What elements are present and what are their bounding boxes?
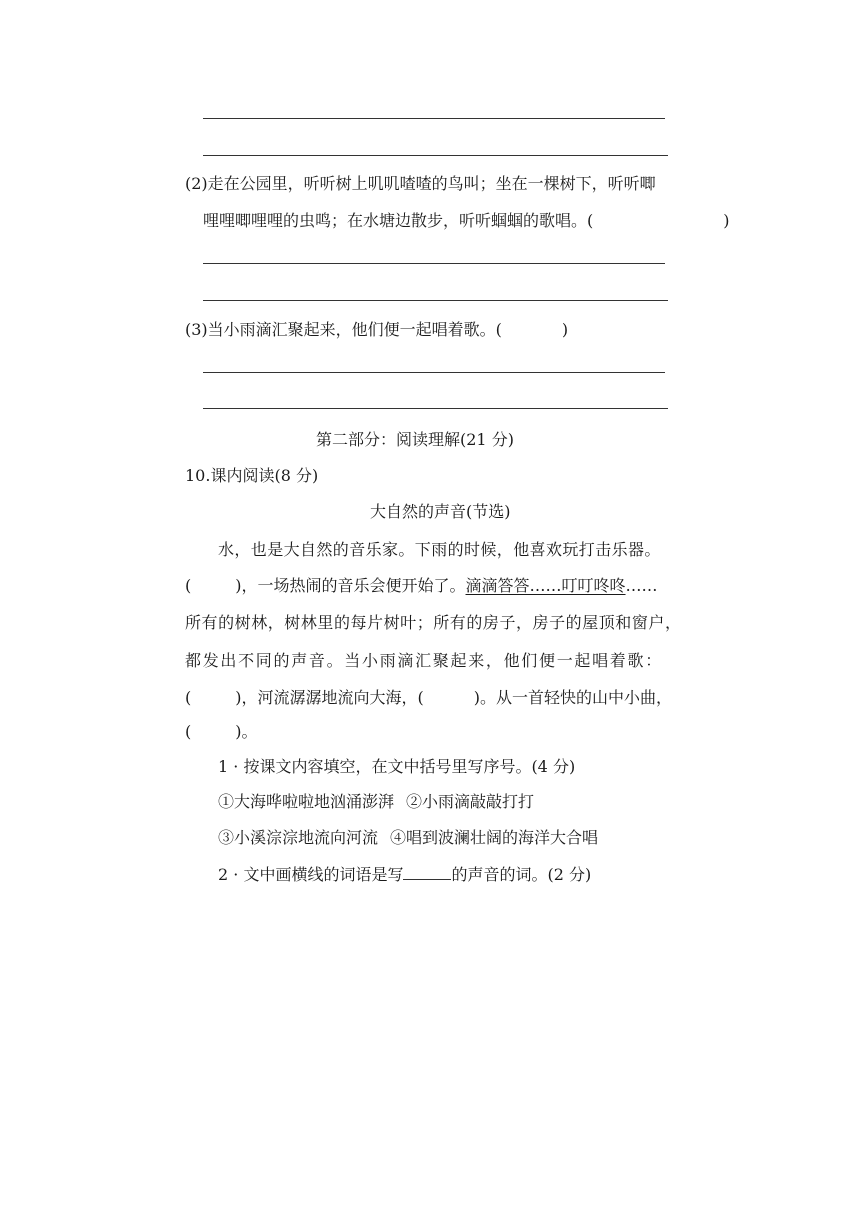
q3-line — [185, 320, 568, 340]
passage-title: 大自然的声音(节选) — [370, 502, 511, 521]
blank-paren-close: ) — [235, 722, 242, 741]
answer-line — [203, 300, 668, 301]
answer-line — [203, 372, 665, 373]
q3-close-paren: ) — [561, 320, 569, 339]
passage-text: ，一场热闹的音乐会便开始了。 — [241, 576, 466, 595]
passage-line5 — [185, 688, 672, 708]
passage-text: 。从一首轻快的山中小曲， — [480, 688, 673, 707]
blank-paren-open: ( — [185, 722, 192, 741]
blank-paren-close: ) — [235, 688, 242, 707]
answer-line — [203, 118, 665, 119]
passage-line3: 所有的树林，树林里的每片树叶；所有的房子，房子的屋顶和窗户， — [185, 613, 682, 632]
q3-text: (3)当小雨滴汇聚起来，他们便一起唱着歌。 — [185, 320, 496, 339]
passage-line4: 都发出不同的声音。当小雨滴汇聚起来，他们便一起唱着歌： — [185, 651, 663, 670]
option-1: ①大海哗啦啦地汹涌澎湃 — [218, 792, 395, 811]
passage-text: ，河流潺潺地流向大海， — [241, 688, 418, 707]
q2-open-paren: ( — [587, 211, 594, 230]
underlined-words: 滴滴答答……叮叮咚咚 — [465, 576, 626, 595]
sub1-options-row1 — [218, 792, 534, 812]
q2-close-paren: ) — [723, 211, 730, 230]
passage-line2 — [185, 576, 658, 596]
q10-title: 10.课内阅读(8 分) — [185, 466, 319, 485]
q2-line2-text: 哩哩唧哩哩的虫鸣；在水塘边散步，听听蝈蝈的歌唱。 — [203, 211, 588, 230]
q2-line1: (2)走在公园里，听听树上叽叽喳喳的鸟叫；坐在一棵树下，听听唧 — [185, 174, 656, 193]
sub1-options-row2 — [218, 828, 598, 848]
passage-ellipsis: …… — [625, 576, 658, 595]
answer-line — [203, 408, 668, 409]
answer-line — [203, 155, 668, 156]
blank-paren-close: ) — [235, 576, 242, 595]
sub2-suffix: 的声音的词。(2 分) — [451, 865, 592, 884]
passage-text: 。 — [241, 722, 258, 741]
fill-blank[interactable] — [403, 864, 451, 880]
option-2: ②小雨滴敲敲打打 — [406, 792, 535, 811]
blank-paren-open: ( — [417, 688, 424, 707]
answer-line — [203, 263, 665, 264]
blank-paren-open: ( — [185, 688, 192, 707]
q2-line2 — [203, 211, 730, 231]
option-4: ④唱到波澜壮阔的海洋大合唱 — [390, 828, 599, 847]
q3-open-paren: ( — [495, 320, 502, 339]
sub2-prefix: 2 · 文中画横线的词语是写 — [218, 865, 404, 884]
part2-title: 第二部分：阅读理解(21 分) — [316, 430, 514, 449]
passage-line6 — [185, 722, 258, 742]
blank-paren-close: ) — [473, 688, 481, 707]
sub2-prompt — [218, 864, 591, 885]
blank-paren-open: ( — [185, 576, 192, 595]
passage-line1: 水，也是大自然的音乐家。下雨的时候，他喜欢玩打击乐器。 — [218, 540, 661, 559]
option-3: ③小溪淙淙地流向河流 — [218, 828, 379, 847]
sub1-prompt: 1 · 按课文内容填空，在文中括号里写序号。(4 分) — [218, 757, 576, 776]
